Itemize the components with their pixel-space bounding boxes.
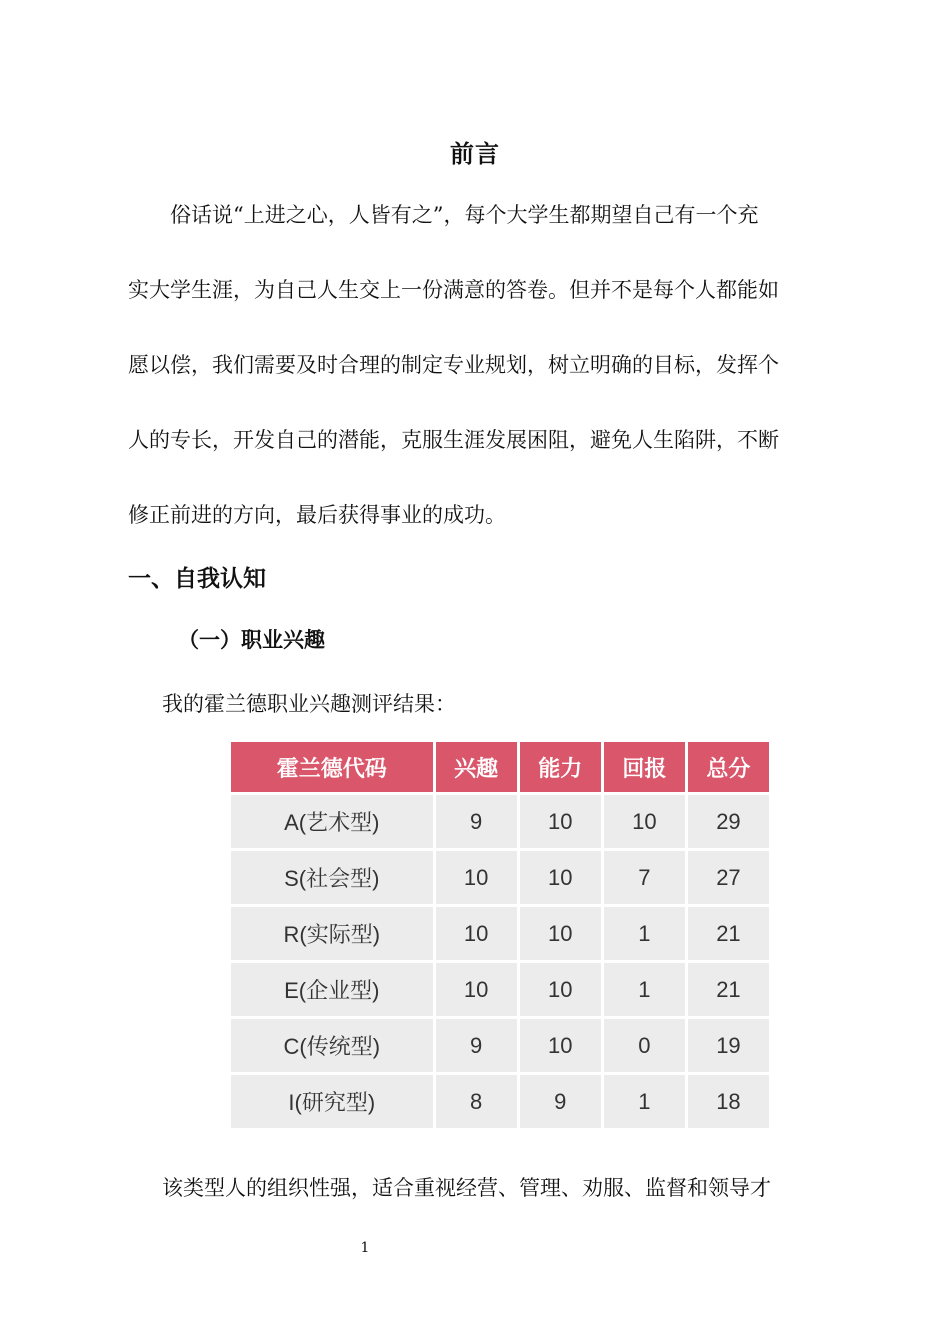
table-cell: 1 (604, 907, 685, 960)
holland-results-table (228, 739, 772, 1131)
table-cell: 10 (436, 851, 517, 904)
page-number: 1 (360, 1240, 370, 1256)
intro-line: 俗话说“上进之心，人皆有之”，每个大学生都期望自己有一个充 (128, 203, 759, 227)
table-cell: 9 (436, 795, 517, 848)
table-cell: 1 (604, 963, 685, 1016)
table-row (231, 851, 769, 904)
subsection-heading: （一）职业兴趣 (178, 628, 325, 652)
header-cell: 回报 (604, 742, 685, 792)
table-row (231, 1075, 769, 1128)
table-cell: 29 (688, 795, 769, 848)
table-cell: 10 (604, 795, 685, 848)
table-row (231, 963, 769, 1016)
header-cell: 能力 (520, 742, 601, 792)
table-cell: 0 (604, 1019, 685, 1072)
table-cell: 21 (688, 963, 769, 1016)
table-cell: 8 (436, 1075, 517, 1128)
table-cell: 10 (520, 795, 601, 848)
table-cell: 10 (520, 1019, 601, 1072)
intro-paragraph (128, 178, 822, 553)
table-cell: 21 (688, 907, 769, 960)
lead-text: 我的霍兰德职业兴趣测评结果： (162, 692, 456, 716)
table-cell: 10 (520, 907, 601, 960)
table-cell: 10 (520, 963, 601, 1016)
table-cell: C(传统型) (231, 1019, 433, 1072)
table-cell: E(企业型) (231, 963, 433, 1016)
page-title: 前言 (450, 139, 500, 168)
intro-line: 实大学生涯，为自己人生交上一份满意的答卷。但并不是每个人都能如 (128, 278, 779, 302)
table-cell: S(社会型) (231, 851, 433, 904)
header-cell: 兴趣 (436, 742, 517, 792)
section-heading: 一、自我认知 (128, 566, 266, 592)
table-row (231, 795, 769, 848)
table-row (231, 907, 769, 960)
table-header-row (231, 742, 769, 792)
table-cell: 9 (520, 1075, 601, 1128)
intro-line: 人的专长，开发自己的潜能，克服生涯发展困阻，避免人生陷阱，不断 (128, 428, 779, 452)
table-cell: 10 (436, 963, 517, 1016)
header-cell: 霍兰德代码 (231, 742, 433, 792)
table-cell: 7 (604, 851, 685, 904)
intro-line: 愿以偿，我们需要及时合理的制定专业规划，树立明确的目标，发挥个 (128, 353, 779, 377)
body-text: 该类型人的组织性强，适合重视经营、管理、劝服、监督和领导才 (162, 1176, 771, 1200)
table-cell: R(实际型) (231, 907, 433, 960)
table-cell: 1 (604, 1075, 685, 1128)
header-cell: 总分 (688, 742, 769, 792)
table-cell: I(研究型) (231, 1075, 433, 1128)
table-cell: A(艺术型) (231, 795, 433, 848)
table-row (231, 1019, 769, 1072)
intro-line: 修正前进的方向，最后获得事业的成功。 (128, 503, 506, 527)
table-cell: 10 (436, 907, 517, 960)
table-cell: 19 (688, 1019, 769, 1072)
table-cell: 18 (688, 1075, 769, 1128)
table-cell: 10 (520, 851, 601, 904)
table-cell: 27 (688, 851, 769, 904)
table-cell: 9 (436, 1019, 517, 1072)
